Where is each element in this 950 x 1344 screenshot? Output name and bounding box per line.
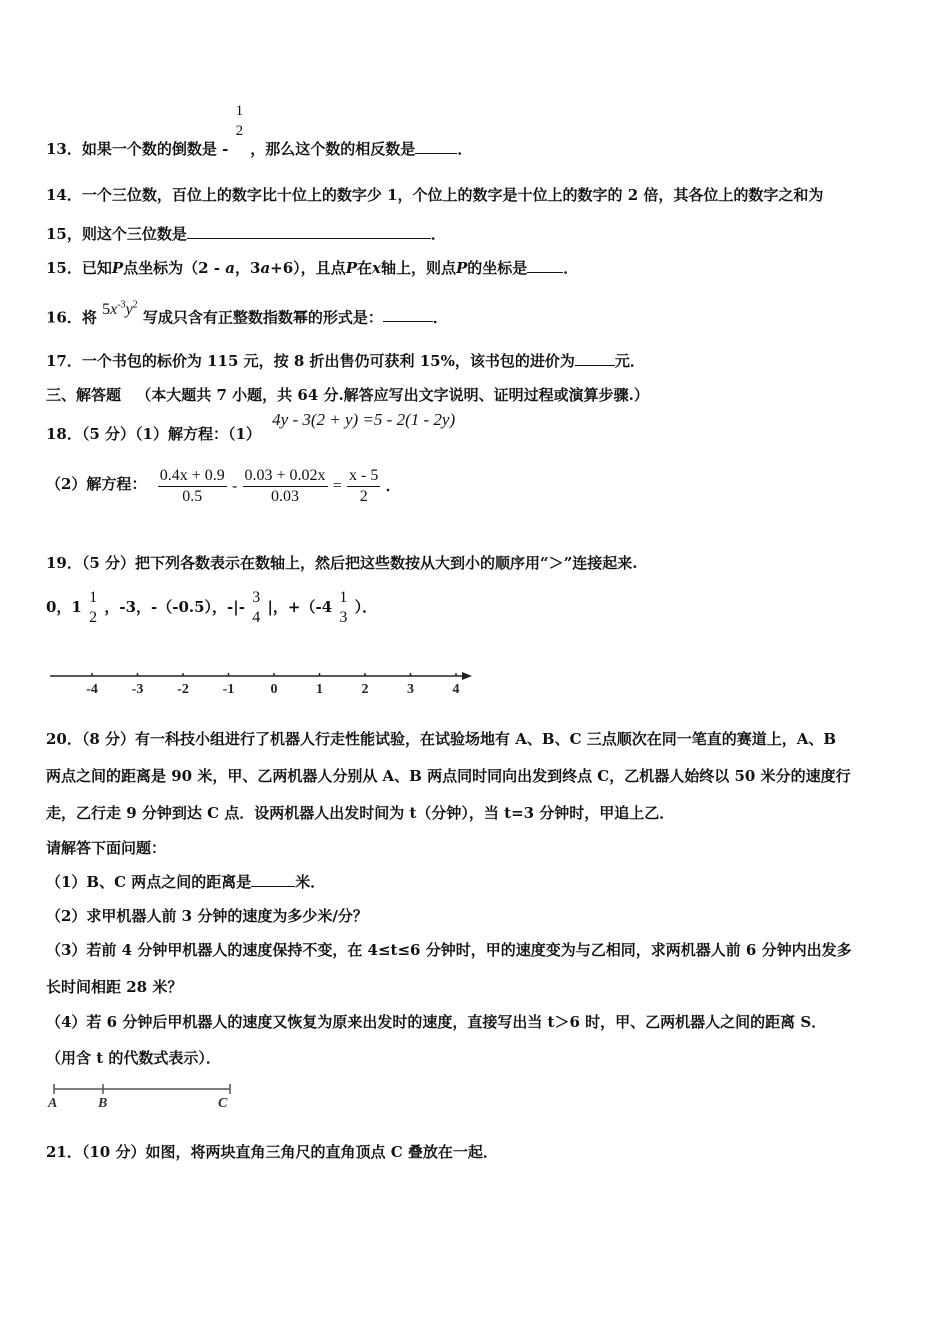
question-20-part4-line2: （用含 t 的代数式表示）．: [46, 1049, 221, 1067]
q19-n1-den: 2: [89, 609, 98, 626]
q20-track-figure: [44, 1080, 236, 1112]
q15-mid1: 点坐标为（2 -: [123, 259, 226, 277]
q19-n1-num: 1: [89, 589, 98, 606]
q19-frac-third: [337, 588, 349, 628]
q18-fraction-2: [243, 466, 328, 507]
q15-end: ．: [563, 259, 579, 277]
q19-n3-num: 3: [252, 589, 261, 606]
q19-n6: ）．: [354, 598, 378, 616]
q16-yexp: 2: [132, 300, 138, 311]
section-3-desc: （本大题共 7 小题，共 64 分.解答应写出文字说明、证明过程或演算步骤.）: [136, 386, 649, 404]
q16-pre: 16．将: [46, 308, 97, 327]
question-16: [46, 300, 448, 328]
q17-text: 17．一个书包的标价为 115 元，按 8 折出售仍可获利 15%，该书包的进价为: [46, 352, 575, 370]
number-line: [46, 665, 476, 700]
question-20-part4-line1: （4）若 6 分钟后甲机器人的速度又恢复为原来出发时的速度，直接写出当 t＞6 时，甲、乙两机器人之间的距离 S．: [46, 1013, 827, 1031]
q15-p3: P: [455, 259, 468, 277]
question-20-line2: 两点之间的距离是 90 米，甲、乙两机器人分别从 A、B 两点同时同向出发到终点 C，乙机器人始终以 50 米分的速度行: [46, 767, 851, 785]
q20-label-b: B: [98, 1096, 108, 1111]
q14-answer-blank[interactable]: [187, 224, 431, 239]
question-20-part3-line1: （3）若前 4 分钟甲机器人的速度保持不变，在 4≤t≤6 分钟时，甲的速度变为与乙相同，求两机器人前 6 分钟内出发多: [46, 941, 852, 959]
q16-end: ．: [432, 308, 448, 327]
q20-p1-post: 米．: [295, 873, 326, 891]
question-20-line3: 走，乙行走 9 分钟到达 C 点．设两机器人出发时间为 t（分钟），当 t=3 分钟时，甲追上乙．: [46, 804, 675, 822]
number-line-tick-label: 0: [270, 682, 278, 697]
q15-x: x: [371, 259, 381, 277]
q16-coef: 5: [102, 301, 111, 319]
number-line-tick-label: -3: [131, 682, 144, 697]
q18-f2-num: 0.03 + 0.02x: [243, 466, 328, 487]
q15-post: 的坐标是: [467, 259, 528, 277]
q16-y: y: [125, 301, 133, 319]
q20-label-a: A: [48, 1096, 58, 1111]
q17-answer-blank[interactable]: [575, 351, 615, 366]
q20-answer-blank[interactable]: [251, 872, 295, 887]
q18-end: ．: [385, 476, 401, 495]
number-line-tick-label: 2: [361, 682, 369, 697]
q15-a1: a: [225, 259, 235, 277]
number-line-tick-label: -2: [177, 682, 189, 697]
q13-prefix: 13．如果一个数的倒数是 -: [46, 140, 229, 158]
q15-p2: P: [345, 259, 357, 277]
q19-n5-den: 3: [339, 609, 348, 626]
q13-frac-num: 1: [235, 103, 244, 119]
q19-n2: ，-3，-（-0.5），-|-: [104, 598, 245, 616]
q13-end: ．: [457, 140, 473, 158]
q19-frac-three-quarters: [250, 588, 262, 628]
q14-line2-text: 15，则这个三位数是: [46, 225, 187, 243]
number-line-tick-label: -1: [222, 682, 235, 697]
question-19-line1: 19．（5 分）把下列各数表示在数轴上，然后把这些数按从大到小的顺序用“＞”连接起来.: [46, 554, 638, 572]
question-20-line1: 20．（8 分）有一科技小组进行了机器人行走性能试验，在试验场地有 A、B、C 三点顺次在同一笔直的赛道上，A、B: [46, 730, 837, 748]
number-line-tick-label: -4: [86, 682, 98, 697]
q18-fraction-1: [158, 466, 227, 507]
q18-f3-num: x - 5: [347, 466, 380, 487]
q19-n5-num: 1: [339, 589, 348, 606]
q15-mid3: +6），且点: [270, 259, 346, 277]
q16-post: 写成只含有正整数指数幂的形式是：: [142, 308, 383, 327]
q18-fraction-3: [347, 466, 380, 507]
q18-f2-den: 0.03: [271, 488, 300, 505]
question-14-line1: 14．一个三位数，百位上的数字比十位上的数字少 1，个位上的数字是十位上的数字的 2 倍，其各位上的数字之和为: [46, 186, 824, 204]
q13-answer-blank[interactable]: [415, 139, 457, 154]
question-17: [46, 351, 645, 371]
q19-n3-den: 4: [252, 609, 261, 626]
question-15: [46, 258, 578, 278]
q15-pre: 15．已知: [46, 259, 112, 277]
q18-minus: -: [231, 477, 238, 495]
question-14-line2: [46, 224, 446, 244]
q16-xexp: -3: [117, 300, 126, 311]
q19-n4: |，+（-4: [267, 598, 333, 616]
q15-answer-blank[interactable]: [527, 258, 563, 273]
question-21: 21．（10 分）如图，将两块直角三角尺的直角顶点 C 叠放在一起．: [46, 1143, 498, 1161]
q18-f1-num: 0.4x + 0.9: [158, 466, 227, 487]
q15-p: P: [111, 259, 124, 277]
question-20-part3-line2: 长时间相距 28 米？: [46, 978, 183, 996]
q13-suffix: ，那么这个数的相反数是: [250, 140, 416, 158]
q19-n0: 0，1: [46, 598, 82, 616]
q19-frac-half: [87, 588, 99, 628]
q13-fraction: [234, 101, 246, 141]
number-line-arrow: [462, 672, 472, 680]
question-18-part2: [46, 466, 401, 516]
question-19-numbers: [46, 588, 377, 636]
section-3-heading: [46, 385, 649, 405]
q18-f3-den: 2: [359, 488, 368, 505]
q14-end: ．: [430, 225, 446, 243]
question-18-part1: [46, 410, 455, 450]
number-line-tick-label: 4: [452, 682, 460, 697]
q20-label-c: C: [218, 1096, 228, 1111]
question-20-part1: [46, 872, 325, 892]
number-line-tick-label: 1: [316, 682, 323, 697]
q18-label2: （2）解方程：: [46, 474, 147, 493]
q18-f1-den: 0.5: [182, 488, 203, 505]
q18-equation-1: 4y - 3(2 + y) =5 - 2(1 - 2y): [272, 410, 456, 429]
q16-answer-blank[interactable]: [383, 307, 433, 322]
question-20-part2: （2）求甲机器人前 3 分钟的速度为多少米/分？: [46, 907, 368, 925]
question-20-line4: 请解答下面问题：: [46, 839, 167, 857]
question-13: [46, 103, 473, 158]
number-line-tick-label: 3: [407, 682, 414, 697]
q15-mid5: 轴上，则点: [380, 259, 456, 277]
q13-frac-den: 2: [235, 123, 244, 139]
section-3-title: 三、解答题: [46, 386, 122, 404]
q16-expression: [102, 301, 138, 318]
q15-mid2: ，3: [235, 259, 261, 277]
q15-mid4: 在: [356, 259, 372, 277]
q17-post: 元．: [614, 352, 645, 370]
q18-label: 18．（5 分）（1）解方程：（1）: [46, 425, 261, 443]
q16-x: x: [110, 301, 118, 319]
q15-a2: a: [260, 259, 271, 277]
q18-equals: =: [332, 477, 342, 495]
q20-p1-pre: （1）B、C 两点之间的距离是: [46, 873, 252, 891]
